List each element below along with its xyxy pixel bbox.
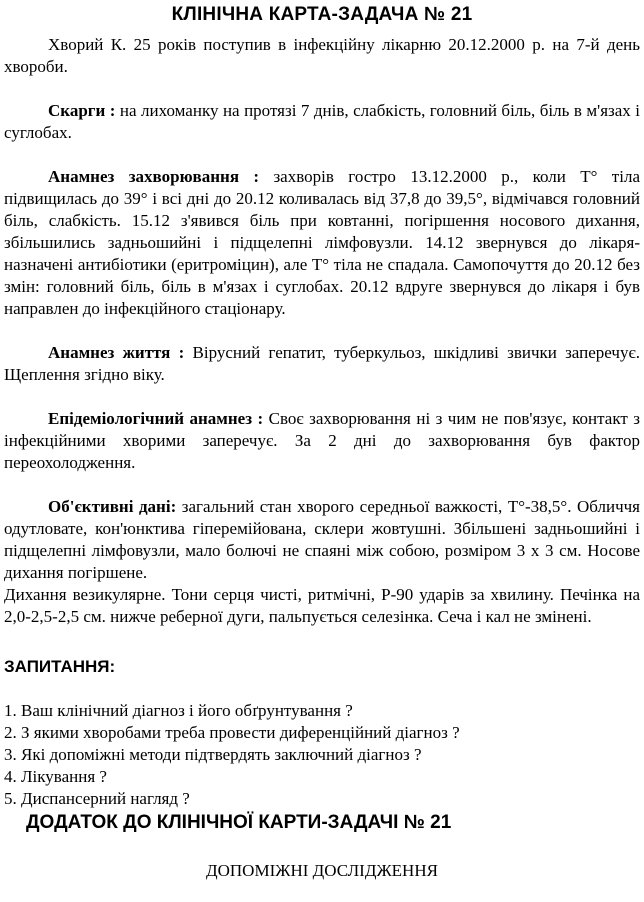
- epid-history-paragraph: [4, 408, 640, 474]
- complaints-label: Скарги :: [48, 101, 116, 120]
- epid-history-label: Епідеміологічний анамнез :: [48, 409, 264, 428]
- appendix-title: ДОДАТОК ДО КЛІНІЧНОЇ КАРТИ-ЗАДАЧІ № 21: [26, 812, 452, 833]
- disease-history-text: захворів гостро 13.12.2000 р., коли Т° тіла підвищилась до 39° і всі дні до 20.12 коливалась від 37,8 до 39,5°, відмічався головний біль, слабкість. 15.12 з'явився біль при ковтанні, погіршення носового дихання, збільшились задньошийні і підщелепні лімфовузли. 14.12 звернувся до лікаря-назначені антибіотики (еритроміцин), але Т° тіла не спадала. Самопочуття до 20.12 без змін: головний біль, біль в м'язах і суглобах. 20.12 вдруге звернувся до лікаря і був направлен до інфекційного стаціонару.: [4, 167, 640, 318]
- question-item-3: 3. Які допоміжні методи підтвердять заключний діагноз ?: [4, 745, 422, 764]
- question-item-4: 4. Лікування ?: [4, 767, 107, 786]
- question-item-1: 1. Ваш клінічний діагноз і його обґрунтування ?: [4, 701, 353, 720]
- page-title: КЛІНІЧНА КАРТА-ЗАДАЧА № 21: [171, 4, 473, 25]
- question-item-2: 2. З якими хворобами треба провести диференційний діагноз ?: [4, 723, 460, 742]
- intro-paragraph: Хворий К. 25 років поступив в інфекційну лікарню 20.12.2000 р. на 7-й день хвороби.: [4, 35, 640, 76]
- complaints-text: на лихоманку на протязі 7 днів, слабкість, головний біль, біль в м'язах і суглобах.: [4, 101, 640, 142]
- objective-paragraph-2: Дихання везикулярне. Тони серця чисті, ритмічні, Р-90 ударів за хвилину. Печінка на 2,0-2,5-2,5 см. нижче реберної дуги, пальпується селезінка. Сеча і кал не змінені.: [4, 585, 640, 626]
- complaints-paragraph: [4, 100, 640, 144]
- objective-text: загальний стан хворого середньої важкості, Т°-38,5°. Обличчя одутловате, кон'юнктива гіперемійована, склери жовтушні. Збільшені задньошийні і підщелепні лімфовузли, мало болючі не спаяні між собою, розміром 3 х 3 см. Носове дихання погіршене.: [4, 497, 640, 582]
- objective-paragraph: [4, 496, 640, 584]
- life-history-label: Анамнез життя :: [48, 343, 185, 362]
- life-history-paragraph: [4, 342, 640, 386]
- disease-history-paragraph: [4, 166, 640, 320]
- questions-list: [4, 700, 640, 810]
- epid-history-text: Своє захворювання ні з чим не пов'язує, контакт з інфекційними хворими заперечує. За 2 дні до захворювання був фактор переохолодження.: [4, 409, 640, 472]
- question-item-5: 5. Диспансерний нагляд ?: [4, 789, 190, 808]
- questions-heading: ЗАПИТАННЯ:: [4, 657, 116, 676]
- appendix-subtitle: ДОПОМІЖНІ ДОСЛІДЖЕННЯ: [206, 861, 438, 880]
- document-page: [4, 0, 640, 882]
- disease-history-label: Анамнез захворювання :: [48, 167, 260, 186]
- objective-label: Об'єктивні дані:: [48, 497, 177, 516]
- life-history-text: Вірусний гепатит, туберкульоз, шкідливі звички заперечує. Щеплення згідно віку.: [4, 343, 640, 384]
